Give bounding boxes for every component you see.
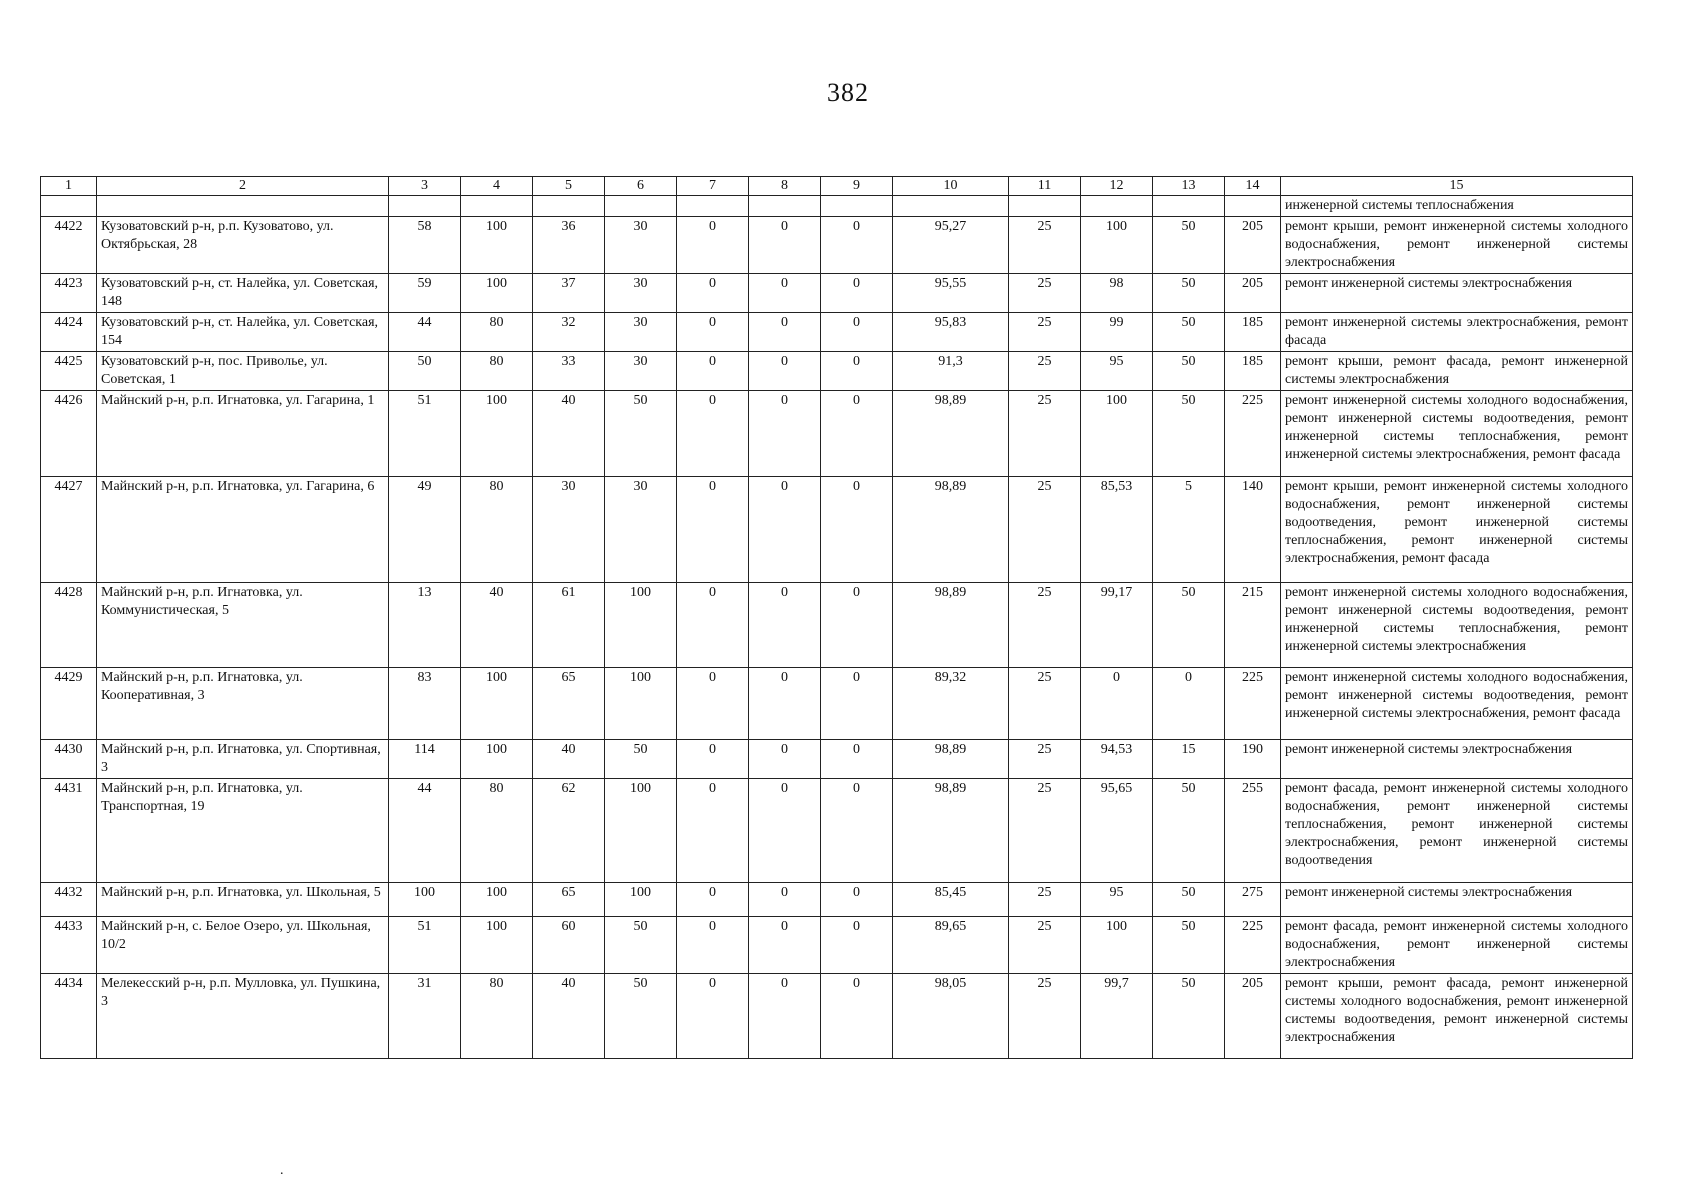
table-row (41, 313, 1633, 352)
address: Кузоватовский р-н, ст. Налейка, ул. Советская, 154 (97, 313, 389, 352)
col-14-value: 255 (1225, 779, 1281, 883)
col-9-value: 0 (821, 917, 893, 974)
col-9-value: 0 (821, 313, 893, 352)
col-3-value: 44 (389, 779, 461, 883)
col-5-value: 36 (533, 217, 605, 274)
col-7-value: 0 (677, 779, 749, 883)
col-12-value: 95 (1081, 883, 1153, 917)
col-3-value: 59 (389, 274, 461, 313)
col-4-value: 100 (461, 917, 533, 974)
column-header: 14 (1225, 177, 1281, 196)
col-6-value: 30 (605, 313, 677, 352)
col-9-value: 0 (821, 779, 893, 883)
col-9-value: 0 (821, 274, 893, 313)
empty-cell (533, 196, 605, 217)
col-7-value: 0 (677, 668, 749, 740)
continuation-row (41, 196, 1633, 217)
col-12-value: 100 (1081, 217, 1153, 274)
col-13-value: 50 (1153, 217, 1225, 274)
col-11-value: 25 (1009, 917, 1081, 974)
col-8-value: 0 (749, 352, 821, 391)
column-header: 13 (1153, 177, 1225, 196)
col-5-value: 65 (533, 668, 605, 740)
col-7-value: 0 (677, 391, 749, 477)
table-row (41, 391, 1633, 477)
col-9-value: 0 (821, 740, 893, 779)
col-12-value: 99,17 (1081, 583, 1153, 668)
col-6-value: 50 (605, 917, 677, 974)
col-6-value: 30 (605, 217, 677, 274)
column-header: 3 (389, 177, 461, 196)
col-13-value: 50 (1153, 583, 1225, 668)
col-8-value: 0 (749, 668, 821, 740)
col-14-value: 205 (1225, 974, 1281, 1059)
row-number: 4423 (41, 274, 97, 313)
empty-cell (41, 196, 97, 217)
col-3-value: 100 (389, 883, 461, 917)
col-3-value: 31 (389, 974, 461, 1059)
empty-cell (1009, 196, 1081, 217)
col-7-value: 0 (677, 974, 749, 1059)
col-7-value: 0 (677, 883, 749, 917)
empty-cell (749, 196, 821, 217)
col-5-value: 61 (533, 583, 605, 668)
col-5-value: 40 (533, 391, 605, 477)
work-types: ремонт инженерной системы холодного водоснабжения, ремонт инженерной системы водоотведения, ремонт инженерной системы электроснабжения, ремонт фасада (1281, 668, 1633, 740)
work-types: ремонт инженерной системы электроснабжения (1281, 740, 1633, 779)
col-13-value: 50 (1153, 391, 1225, 477)
col-14-value: 140 (1225, 477, 1281, 583)
address: Кузоватовский р-н, пос. Приволье, ул. Советская, 1 (97, 352, 389, 391)
col-4-value: 100 (461, 883, 533, 917)
col-3-value: 83 (389, 668, 461, 740)
col-14-value: 275 (1225, 883, 1281, 917)
col-4-value: 80 (461, 477, 533, 583)
col-10-value: 95,55 (893, 274, 1009, 313)
col-8-value: 0 (749, 274, 821, 313)
col-12-value: 95,65 (1081, 779, 1153, 883)
table-row (41, 217, 1633, 274)
col-7-value: 0 (677, 583, 749, 668)
table-row (41, 974, 1633, 1059)
col-6-value: 100 (605, 883, 677, 917)
empty-cell (1081, 196, 1153, 217)
col-9-value: 0 (821, 217, 893, 274)
col-11-value: 25 (1009, 668, 1081, 740)
table-row (41, 917, 1633, 974)
col-3-value: 114 (389, 740, 461, 779)
work-types: ремонт фасада, ремонт инженерной системы холодного водоснабжения, ремонт инженерной системы электроснабжения (1281, 917, 1633, 974)
table-row (41, 477, 1633, 583)
row-number: 4422 (41, 217, 97, 274)
work-types: ремонт инженерной системы электроснабжения, ремонт фасада (1281, 313, 1633, 352)
row-number: 4433 (41, 917, 97, 974)
col-12-value: 98 (1081, 274, 1153, 313)
work-types: ремонт инженерной системы электроснабжения (1281, 883, 1633, 917)
col-6-value: 100 (605, 583, 677, 668)
col-8-value: 0 (749, 217, 821, 274)
col-7-value: 0 (677, 313, 749, 352)
empty-cell (1153, 196, 1225, 217)
col-12-value: 100 (1081, 917, 1153, 974)
registry-table (40, 176, 1633, 1059)
col-11-value: 25 (1009, 583, 1081, 668)
row-number: 4426 (41, 391, 97, 477)
col-14-value: 190 (1225, 740, 1281, 779)
col-8-value: 0 (749, 883, 821, 917)
col-8-value: 0 (749, 583, 821, 668)
address: Кузоватовский р-н, ст. Налейка, ул. Советская, 148 (97, 274, 389, 313)
col-13-value: 50 (1153, 917, 1225, 974)
col-4-value: 40 (461, 583, 533, 668)
col-13-value: 0 (1153, 668, 1225, 740)
col-12-value: 99 (1081, 313, 1153, 352)
col-4-value: 80 (461, 779, 533, 883)
col-14-value: 205 (1225, 274, 1281, 313)
table-row (41, 352, 1633, 391)
row-number: 4425 (41, 352, 97, 391)
col-9-value: 0 (821, 883, 893, 917)
empty-cell (389, 196, 461, 217)
column-header: 5 (533, 177, 605, 196)
empty-cell (893, 196, 1009, 217)
col-10-value: 98,89 (893, 477, 1009, 583)
col-9-value: 0 (821, 668, 893, 740)
column-header: 9 (821, 177, 893, 196)
col-9-value: 0 (821, 477, 893, 583)
address: Майнский р-н, р.п. Игнатовка, ул. Школьная, 5 (97, 883, 389, 917)
empty-cell (605, 196, 677, 217)
col-4-value: 100 (461, 740, 533, 779)
work-types: ремонт крыши, ремонт фасада, ремонт инженерной системы холодного водоснабжения, ремонт инженерной системы водоотведения, ремонт инженерной системы электроснабжения (1281, 974, 1633, 1059)
address: Майнский р-н, р.п. Игнатовка, ул. Гагарина, 1 (97, 391, 389, 477)
col-6-value: 30 (605, 274, 677, 313)
col-14-value: 225 (1225, 668, 1281, 740)
col-6-value: 50 (605, 391, 677, 477)
col-3-value: 49 (389, 477, 461, 583)
col-8-value: 0 (749, 974, 821, 1059)
column-header: 11 (1009, 177, 1081, 196)
col-11-value: 25 (1009, 352, 1081, 391)
col-6-value: 50 (605, 740, 677, 779)
stray-mark: . (280, 1163, 284, 1178)
col-8-value: 0 (749, 313, 821, 352)
col-9-value: 0 (821, 352, 893, 391)
table-row (41, 779, 1633, 883)
column-header: 1 (41, 177, 97, 196)
col-13-value: 50 (1153, 779, 1225, 883)
work-types: ремонт фасада, ремонт инженерной системы холодного водоснабжения, ремонт инженерной системы теплоснабжения, ремонт инженерной системы электроснабжения, ремонт инженерной системы водоотведения (1281, 779, 1633, 883)
col-10-value: 89,32 (893, 668, 1009, 740)
address: Майнский р-н, р.п. Игнатовка, ул. Гагарина, 6 (97, 477, 389, 583)
col-4-value: 80 (461, 352, 533, 391)
work-types: ремонт крыши, ремонт инженерной системы холодного водоснабжения, ремонт инженерной системы водоотведения, ремонт инженерной системы теплоснабжения, ремонт инженерной системы электроснабжения, ремонт фасада (1281, 477, 1633, 583)
col-8-value: 0 (749, 477, 821, 583)
col-4-value: 100 (461, 217, 533, 274)
col-7-value: 0 (677, 740, 749, 779)
col-13-value: 50 (1153, 883, 1225, 917)
work-types: ремонт крыши, ремонт инженерной системы холодного водоснабжения, ремонт инженерной системы электроснабжения (1281, 217, 1633, 274)
col-7-value: 0 (677, 274, 749, 313)
address: Майнский р-н, р.п. Игнатовка, ул. Коммунистическая, 5 (97, 583, 389, 668)
col-10-value: 95,83 (893, 313, 1009, 352)
col-10-value: 98,89 (893, 391, 1009, 477)
col-14-value: 225 (1225, 917, 1281, 974)
table-row (41, 583, 1633, 668)
col-3-value: 44 (389, 313, 461, 352)
continuation-text: инженерной системы теплоснабжения (1281, 196, 1633, 217)
address: Майнский р-н, с. Белое Озеро, ул. Школьная, 10/2 (97, 917, 389, 974)
col-12-value: 94,53 (1081, 740, 1153, 779)
col-11-value: 25 (1009, 217, 1081, 274)
col-13-value: 50 (1153, 974, 1225, 1059)
col-11-value: 25 (1009, 391, 1081, 477)
col-5-value: 60 (533, 917, 605, 974)
empty-cell (97, 196, 389, 217)
col-10-value: 98,89 (893, 583, 1009, 668)
row-number: 4428 (41, 583, 97, 668)
column-header: 10 (893, 177, 1009, 196)
col-12-value: 99,7 (1081, 974, 1153, 1059)
col-3-value: 58 (389, 217, 461, 274)
row-number: 4431 (41, 779, 97, 883)
col-10-value: 89,65 (893, 917, 1009, 974)
col-3-value: 13 (389, 583, 461, 668)
address: Майнский р-н, р.п. Игнатовка, ул. Спортивная, 3 (97, 740, 389, 779)
address: Кузоватовский р-н, р.п. Кузоватово, ул. Октябрьская, 28 (97, 217, 389, 274)
col-4-value: 80 (461, 974, 533, 1059)
header-row (41, 177, 1633, 196)
col-14-value: 225 (1225, 391, 1281, 477)
col-9-value: 0 (821, 391, 893, 477)
col-11-value: 25 (1009, 740, 1081, 779)
col-10-value: 95,27 (893, 217, 1009, 274)
col-10-value: 91,3 (893, 352, 1009, 391)
col-6-value: 30 (605, 352, 677, 391)
empty-cell (821, 196, 893, 217)
col-13-value: 5 (1153, 477, 1225, 583)
col-12-value: 95 (1081, 352, 1153, 391)
col-12-value: 100 (1081, 391, 1153, 477)
page-number: 382 (827, 78, 869, 107)
row-number: 4427 (41, 477, 97, 583)
col-14-value: 185 (1225, 313, 1281, 352)
empty-cell (461, 196, 533, 217)
empty-cell (677, 196, 749, 217)
table-row (41, 883, 1633, 917)
col-9-value: 0 (821, 974, 893, 1059)
col-5-value: 33 (533, 352, 605, 391)
table-row (41, 740, 1633, 779)
col-7-value: 0 (677, 477, 749, 583)
row-number: 4434 (41, 974, 97, 1059)
col-4-value: 100 (461, 668, 533, 740)
col-11-value: 25 (1009, 974, 1081, 1059)
col-5-value: 40 (533, 974, 605, 1059)
col-5-value: 62 (533, 779, 605, 883)
col-7-value: 0 (677, 352, 749, 391)
col-4-value: 80 (461, 313, 533, 352)
column-header: 4 (461, 177, 533, 196)
work-types: ремонт инженерной системы холодного водоснабжения, ремонт инженерной системы водоотведения, ремонт инженерной системы теплоснабжения, ремонт инженерной системы электроснабжения, ремонт фасада (1281, 391, 1633, 477)
row-number: 4430 (41, 740, 97, 779)
column-header: 15 (1281, 177, 1633, 196)
column-header: 6 (605, 177, 677, 196)
col-7-value: 0 (677, 917, 749, 974)
col-10-value: 98,89 (893, 779, 1009, 883)
col-13-value: 50 (1153, 274, 1225, 313)
table-body (41, 177, 1633, 1059)
col-5-value: 32 (533, 313, 605, 352)
col-5-value: 65 (533, 883, 605, 917)
col-3-value: 50 (389, 352, 461, 391)
work-types: ремонт инженерной системы холодного водоснабжения, ремонт инженерной системы водоотведения, ремонт инженерной системы теплоснабжения, ремонт инженерной системы электроснабжения (1281, 583, 1633, 668)
work-types: ремонт крыши, ремонт фасада, ремонт инженерной системы электроснабжения (1281, 352, 1633, 391)
column-header: 12 (1081, 177, 1153, 196)
col-6-value: 100 (605, 668, 677, 740)
address: Мелекесский р-н, р.п. Мулловка, ул. Пушкина, 3 (97, 974, 389, 1059)
work-types: ремонт инженерной системы электроснабжения (1281, 274, 1633, 313)
row-number: 4432 (41, 883, 97, 917)
row-number: 4424 (41, 313, 97, 352)
col-13-value: 50 (1153, 352, 1225, 391)
col-14-value: 215 (1225, 583, 1281, 668)
empty-cell (1225, 196, 1281, 217)
col-10-value: 98,89 (893, 740, 1009, 779)
address: Майнский р-н, р.п. Игнатовка, ул. Кооперативная, 3 (97, 668, 389, 740)
col-8-value: 0 (749, 740, 821, 779)
col-7-value: 0 (677, 217, 749, 274)
column-header: 8 (749, 177, 821, 196)
row-number: 4429 (41, 668, 97, 740)
col-11-value: 25 (1009, 883, 1081, 917)
column-header: 7 (677, 177, 749, 196)
col-13-value: 50 (1153, 313, 1225, 352)
col-10-value: 98,05 (893, 974, 1009, 1059)
col-8-value: 0 (749, 779, 821, 883)
col-5-value: 40 (533, 740, 605, 779)
col-11-value: 25 (1009, 477, 1081, 583)
col-4-value: 100 (461, 391, 533, 477)
col-14-value: 185 (1225, 352, 1281, 391)
col-6-value: 100 (605, 779, 677, 883)
col-6-value: 30 (605, 477, 677, 583)
col-4-value: 100 (461, 274, 533, 313)
table-row (41, 274, 1633, 313)
col-12-value: 0 (1081, 668, 1153, 740)
col-11-value: 25 (1009, 274, 1081, 313)
table-row (41, 668, 1633, 740)
col-10-value: 85,45 (893, 883, 1009, 917)
col-12-value: 85,53 (1081, 477, 1153, 583)
col-8-value: 0 (749, 917, 821, 974)
col-11-value: 25 (1009, 313, 1081, 352)
address: Майнский р-н, р.п. Игнатовка, ул. Транспортная, 19 (97, 779, 389, 883)
col-3-value: 51 (389, 391, 461, 477)
col-5-value: 30 (533, 477, 605, 583)
col-8-value: 0 (749, 391, 821, 477)
col-3-value: 51 (389, 917, 461, 974)
col-11-value: 25 (1009, 779, 1081, 883)
col-5-value: 37 (533, 274, 605, 313)
col-6-value: 50 (605, 974, 677, 1059)
col-13-value: 15 (1153, 740, 1225, 779)
col-14-value: 205 (1225, 217, 1281, 274)
col-9-value: 0 (821, 583, 893, 668)
column-header: 2 (97, 177, 389, 196)
